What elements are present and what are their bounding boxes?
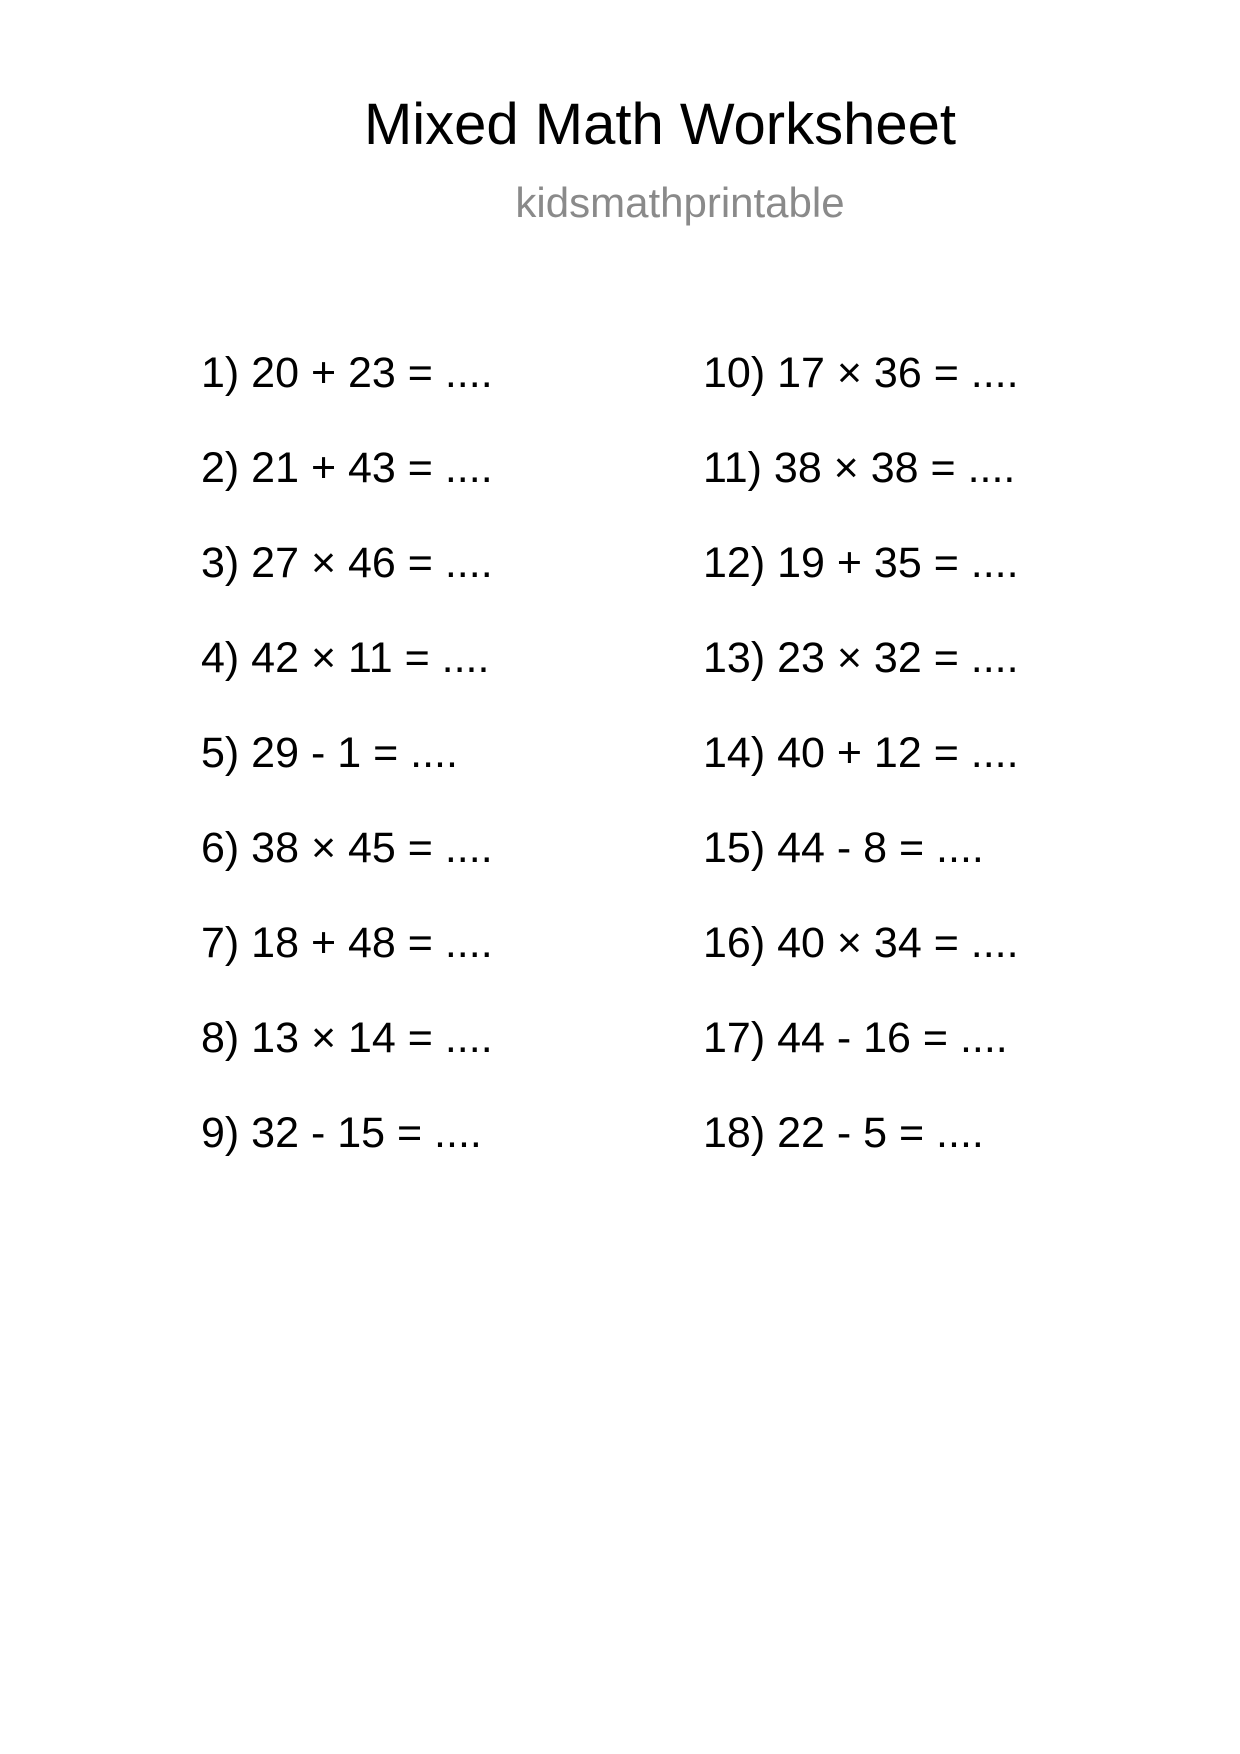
problem-7: 7) 18 + 48 = .... bbox=[201, 919, 493, 967]
worksheet-subtitle: kidsmathprintable bbox=[515, 179, 845, 226]
problem-1: 1) 20 + 23 = .... bbox=[201, 349, 493, 397]
problem-4: 4) 42 × 11 = .... bbox=[201, 634, 490, 682]
problem-3: 3) 27 × 46 = .... bbox=[201, 539, 493, 587]
problem-5: 5) 29 - 1 = .... bbox=[201, 729, 458, 777]
problem-17: 17) 44 - 16 = .... bbox=[703, 1014, 1008, 1062]
problem-10: 10) 17 × 36 = .... bbox=[703, 349, 1019, 397]
problem-8: 8) 13 × 14 = .... bbox=[201, 1014, 493, 1062]
problem-13: 13) 23 × 32 = .... bbox=[703, 634, 1019, 682]
problem-12: 12) 19 + 35 = .... bbox=[703, 539, 1019, 587]
problem-9: 9) 32 - 15 = .... bbox=[201, 1109, 482, 1157]
problem-16: 16) 40 × 34 = .... bbox=[703, 919, 1019, 967]
problem-column-left bbox=[201, 349, 493, 1207]
problem-2: 2) 21 + 43 = .... bbox=[201, 444, 493, 492]
problem-6: 6) 38 × 45 = .... bbox=[201, 824, 493, 872]
problem-15: 15) 44 - 8 = .... bbox=[703, 824, 984, 872]
problem-14: 14) 40 + 12 = .... bbox=[703, 729, 1019, 777]
problem-column-right bbox=[703, 349, 1019, 1207]
worksheet-title: Mixed Math Worksheet bbox=[363, 92, 957, 157]
problem-11: 11) 38 × 38 = .... bbox=[703, 444, 1016, 492]
problem-18: 18) 22 - 5 = .... bbox=[703, 1109, 984, 1157]
